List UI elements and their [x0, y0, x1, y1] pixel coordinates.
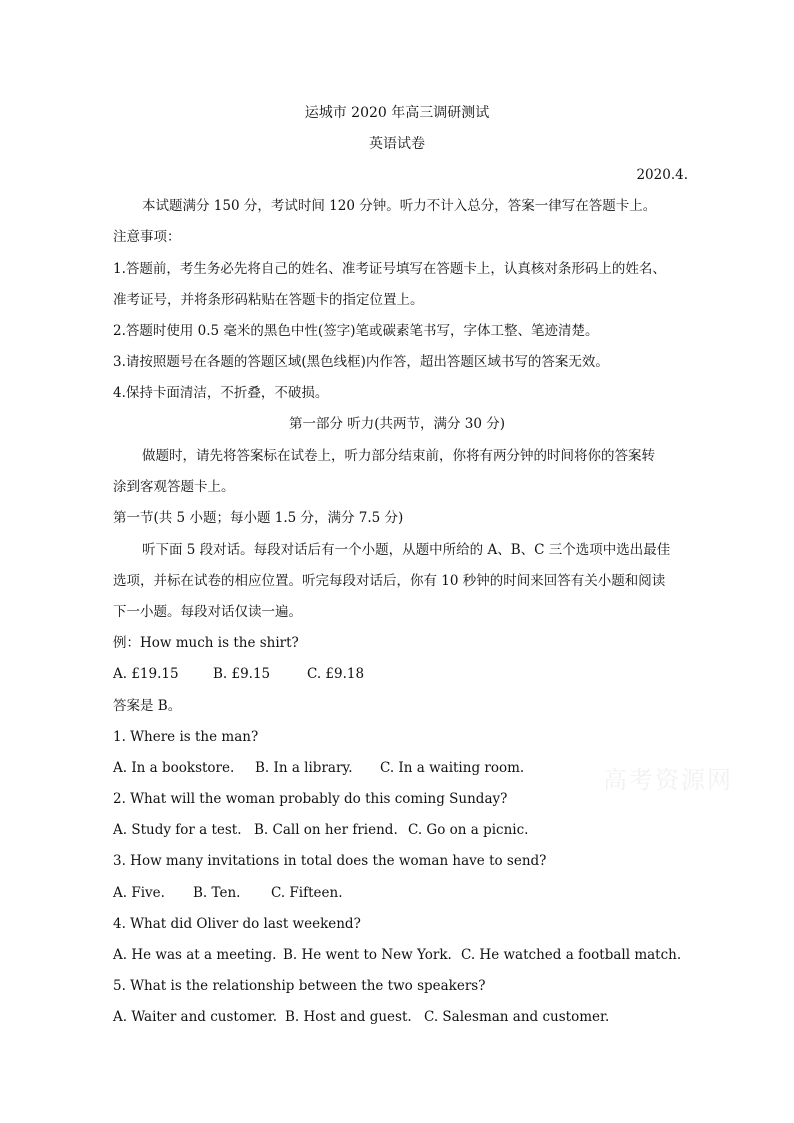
question-3: 3. How many invitations in total does the woman have to send?	[113, 853, 547, 869]
question-2-option-c: C. Go on a picnic.	[408, 822, 529, 838]
notice-item-3: 3.请按照题号在各题的答题区域(黑色线框)内作答，超出答题区域书写的答案无效。	[113, 354, 609, 370]
part1-instruction-cont: 涂到客观答题卡上。	[113, 479, 235, 495]
question-5-option-a: A. Waiter and customer.	[113, 1009, 278, 1025]
question-2-option-a: A. Study for a test.	[113, 822, 242, 838]
section1-instruction: 听下面 5 段对话。每段对话后有一个小题，从题中所给的 A、B、C 三个选项中选出最佳	[142, 542, 671, 558]
question-4-option-a: A. He was at a meeting.	[113, 947, 277, 963]
example-answer: 答案是 B。	[113, 698, 182, 714]
question-1-option-b: B. In a library.	[255, 760, 353, 776]
question-1: 1. Where is the man?	[113, 729, 259, 745]
notice-item-1: 1.答题前，考生务必先将自己的姓名、准考证号填写在答题卡上，认真核对条形码上的姓名、	[113, 261, 666, 277]
example-option-b: B. £9.15	[213, 666, 271, 682]
notice-item-1-cont: 准考证号，并将条形码粘贴在答题卡的指定位置上。	[113, 292, 424, 308]
notice-item-4: 4.保持卡面清洁，不折叠，不破损。	[113, 385, 329, 401]
exam-subtitle: 英语试卷	[369, 136, 425, 152]
question-4-option-b: B. He went to New York.	[283, 947, 452, 963]
question-4: 4. What did Oliver do last weekend?	[113, 916, 361, 932]
question-3-option-a: A. Five.	[113, 885, 165, 901]
example-option-c: C. £9.18	[307, 666, 365, 682]
question-3-option-b: B. Ten.	[193, 885, 241, 901]
question-2-option-b: B. Call on her friend.	[254, 822, 398, 838]
exam-date: 2020.4.	[636, 167, 688, 183]
section1-heading: 第一节(共 5 小题；每小题 1.5 分，满分 7.5 分)	[113, 510, 404, 526]
question-1-option-a: A. In a bookstore.	[113, 760, 235, 776]
exam-title: 运城市 2020 年高三调研测试	[304, 105, 490, 121]
intro-text: 本试题满分 150 分，考试时间 120 分钟。听力不计入总分，答案一律写在答题卡上。	[142, 198, 657, 214]
section1-instruction-cont: 选项，并标在试卷的相应位置。听完每段对话后，你有 10 秒钟的时间来回答有关小题和阅读	[113, 573, 666, 589]
question-2: 2. What will the woman probably do this coming Sunday?	[113, 791, 508, 807]
example-option-a: A. £19.15	[113, 666, 179, 682]
question-3-option-c: C. Fifteen.	[271, 885, 343, 901]
notice-item-2: 2.答题时使用 0.5 毫米的黑色中性(签字)笔或碳素笔书写，字体工整、笔迹清楚。	[113, 323, 599, 339]
question-4-option-c: C. He watched a football match.	[461, 947, 682, 963]
notice-heading: 注意事项：	[113, 229, 181, 245]
question-5-option-c: C. Salesman and customer.	[424, 1009, 610, 1025]
part1-heading: 第一部分 听力(共两节，满分 30 分)	[288, 416, 506, 432]
question-5-option-b: B. Host and guest.	[285, 1009, 412, 1025]
question-1-option-c: C. In a waiting room.	[380, 760, 525, 776]
part1-instruction: 做题时，请先将答案标在试卷上，听力部分结束前，你将有两分钟的时间将你的答案转	[142, 448, 655, 464]
question-5: 5. What is the relationship between the two speakers?	[113, 978, 486, 994]
watermark: 高考资源网	[603, 766, 733, 794]
section1-instruction-end: 下一小题。每段对话仅读一遍。	[113, 604, 302, 620]
example-question: 例：How much is the shirt?	[113, 635, 299, 651]
